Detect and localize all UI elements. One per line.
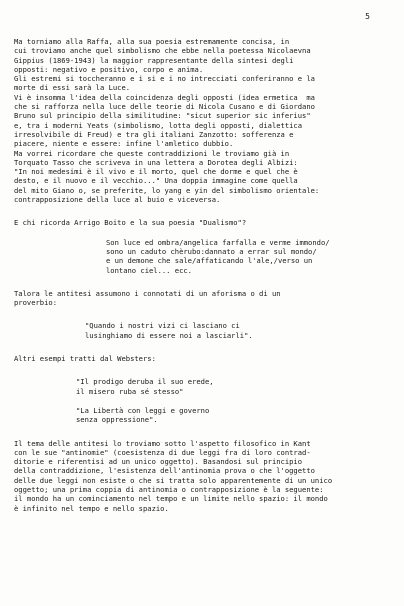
text-line: e, tra i moderni Yeats (simbolismo, lotta degli opposti, dialettica xyxy=(14,120,303,130)
text-line: Talora le antitesi assumono i connotati di un aforisma o di un xyxy=(14,288,281,298)
text-line: lontano ciel... ecc. xyxy=(106,265,192,275)
poem-dualismo xyxy=(14,238,398,275)
text-line: cui troviamo anche quel simbolismo che ebbe nella poetessa Nicolaevna xyxy=(14,46,311,56)
text-line: Bruno sul principio della similitudine: "sicut superior sic inferius" xyxy=(14,111,311,121)
text-line: senza oppressione". xyxy=(76,415,158,425)
text-line: lusinghiamo di essere noi a lasciarli". xyxy=(85,330,253,340)
text-line: sono un caduto chèrubo:dannato a errar sul mondo/ xyxy=(106,246,317,256)
text-line: il misero ruba sé stesso" xyxy=(76,386,184,396)
text-line: "Quando i nostri vizi ci lasciano ci xyxy=(85,321,240,331)
text-line: delle due leggi non esiste o che si tratta solo apparentemente di un unico xyxy=(14,475,333,485)
text-line: proverbio: xyxy=(14,298,57,308)
text-line: Ma torniamo alla Raffa, alla sua poesia estremamente concisa, in xyxy=(14,37,290,46)
paragraph-boito xyxy=(14,218,398,227)
quote-vizi xyxy=(14,321,398,340)
text-line: morte di essi sarà la Luce. xyxy=(14,83,131,93)
example-liberta xyxy=(14,406,398,425)
text-line: Torquato Tasso che scriveva in una lettera a Dorotea degli Albizi: xyxy=(14,157,298,167)
text-line: "La Libertà con leggi e governo xyxy=(76,405,210,415)
text-line: il mondo ha un cominciamento nel tempo e un limite nello spazio: il mondo xyxy=(14,494,328,504)
text-line: Altri esempi tratti dal Websters: xyxy=(14,354,156,364)
text-line: del mito Giano o, se preferite, lo yang e yin del simbolismo orientale: xyxy=(14,185,320,195)
text-line: desto, e il nuovo e il vecchio..." Una doppia immagine come quella xyxy=(14,176,298,186)
paragraph-raffa xyxy=(14,37,398,204)
text-line: della contraddizione, l'esistenza dell'antinomia prova o che l'oggetto xyxy=(14,466,315,476)
text-line: Vi è insomma l'idea della coincidenza degli opposti (idea ermetica ma xyxy=(14,92,315,102)
paragraph-kant xyxy=(14,439,398,513)
text-line: ditorie e riferentisi ad un unico oggetto). Basandosi sul principio xyxy=(14,457,303,467)
example-prodigo xyxy=(14,377,398,396)
paragraph-websters xyxy=(14,354,398,363)
text-line: Ma vorrei ricordare che queste contraddizioni le troviamo già in xyxy=(14,148,290,158)
text-line: Gippius (1869-1943) la maggior rappresentante della sintesi degli xyxy=(14,55,294,65)
text-line: Gli estremi si toccheranno e i si e i no intrecciati conferiranno e la xyxy=(14,74,315,84)
text-line: contrapposizione della luce al buio e viceversa. xyxy=(14,195,221,205)
text-line: con le sue "antinomie" (coesistenza di due leggi fra di loro contrad- xyxy=(14,447,311,457)
text-line: irresolvibile di Freud) e tra gli italiani Zanzotto: sofferenza e xyxy=(14,129,294,139)
page-number: 5 xyxy=(365,12,370,21)
text-line: "In noi medesimi è il vivo e il morto, quel che dorme e quel che è xyxy=(14,167,298,177)
text-line: opposti: negativo e positivo, corpo e anima. xyxy=(14,64,204,74)
document-body xyxy=(14,37,398,513)
text-line: è infinito nel tempo e nello spazio. xyxy=(14,503,169,513)
text-line: oggetto; una prima coppia di antinomia o contrapposizione è la seguente: xyxy=(14,484,324,494)
text-line: "Il prodigo deruba il suo erede, xyxy=(76,377,214,387)
paragraph-aforisma xyxy=(14,289,398,308)
text-line: piacere, niente e essere: infine l'amletico dubbio. xyxy=(14,139,234,149)
text-line: E chi ricorda Arrigo Boito e la sua poesia "Dualismo"? xyxy=(14,218,247,228)
text-line: Son luce ed ombra/angelica farfalla e verme immondo/ xyxy=(106,237,330,247)
text-line: che si rafforza nella luce delle teorie di Nicola Cusano e di Giordano xyxy=(14,102,315,112)
text-line: Il tema delle antitesi lo troviamo sotto l'aspetto filosofico in Kant xyxy=(14,438,311,448)
text-line: e un demone che sale/affaticando l'ale,/verso un xyxy=(106,256,313,266)
